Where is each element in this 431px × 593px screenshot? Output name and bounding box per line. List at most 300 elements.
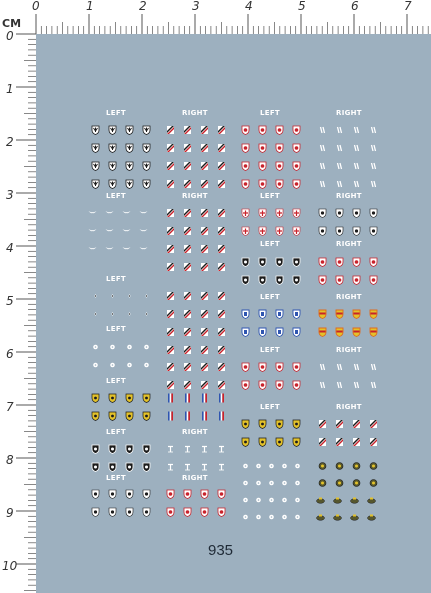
decal-vflag xyxy=(217,408,224,417)
label-left-c3-5: LEFT xyxy=(260,346,280,354)
decal-stripe xyxy=(369,416,376,425)
decal-numeral xyxy=(352,359,359,368)
decal-stripe xyxy=(200,122,207,131)
decal-numeral xyxy=(369,377,376,386)
decal-stripe xyxy=(217,259,224,268)
decal-numeral xyxy=(318,359,325,368)
decal-olive xyxy=(352,475,359,484)
decal-stripe xyxy=(318,434,325,443)
ruler-left-label-10: 10 xyxy=(2,559,18,573)
decal-whitedot xyxy=(280,475,287,484)
decal-shield-black xyxy=(142,459,149,468)
decal-whitedot xyxy=(267,492,274,501)
decal-shield-blue xyxy=(241,324,248,333)
decal-shield-blue xyxy=(275,324,282,333)
decal-tiny-cross xyxy=(200,459,207,468)
ruler-left-label-5: 5 xyxy=(6,294,14,308)
decal-stripe xyxy=(166,288,173,297)
decal-whitedot xyxy=(254,475,261,484)
decal-tiny xyxy=(108,306,115,315)
decal-shield-black xyxy=(91,459,98,468)
decal-shield-eagle xyxy=(91,140,98,149)
decal-shield-red xyxy=(258,140,265,149)
decal-shield-red xyxy=(292,158,299,167)
decal-tank xyxy=(367,492,374,501)
ruler-top-label-2: 2 xyxy=(139,0,147,13)
decal-numeral xyxy=(369,176,376,185)
decal-stripe xyxy=(318,416,325,425)
decal-numeral xyxy=(352,158,359,167)
decal-shield-yellow xyxy=(91,408,98,417)
decal-shield-red xyxy=(275,158,282,167)
decal-stripe xyxy=(217,158,224,167)
decal-whitedot xyxy=(267,458,274,467)
decal-stripe xyxy=(166,140,173,149)
decal-tank xyxy=(350,492,357,501)
decal-whitedot xyxy=(91,339,98,348)
decal-stripe xyxy=(217,342,224,351)
decal-shield-yellow xyxy=(125,390,132,399)
decal-shield-red xyxy=(369,272,376,281)
decal-shield-red xyxy=(352,254,359,263)
decal-shield-eagle xyxy=(142,176,149,185)
decal-shield-eagle xyxy=(142,158,149,167)
decal-shield-white xyxy=(369,223,376,232)
decal-shield-eagle xyxy=(108,176,115,185)
decal-tiny xyxy=(108,288,115,297)
decal-shield-eagle xyxy=(91,158,98,167)
decal-numeral xyxy=(352,140,359,149)
decal-stripe xyxy=(217,288,224,297)
decal-whitedot xyxy=(280,492,287,501)
decal-wing xyxy=(139,205,146,214)
decal-shield-red xyxy=(258,158,265,167)
decal-shield-eagle xyxy=(142,140,149,149)
ruler-left-label-6: 6 xyxy=(6,347,14,361)
decal-shield-white xyxy=(369,205,376,214)
decal-numeral xyxy=(369,158,376,167)
decal-shield-red xyxy=(275,377,282,386)
decal-shield-black xyxy=(91,441,98,450)
decal-wing xyxy=(122,223,129,232)
label-left-c3-2: LEFT xyxy=(260,192,280,200)
decal-stripe xyxy=(200,205,207,214)
decal-tank xyxy=(367,509,374,518)
decal-shield-yellow xyxy=(91,390,98,399)
decal-shield-white xyxy=(142,504,149,513)
decal-shield-eagle xyxy=(125,158,132,167)
decal-whitedot xyxy=(254,509,261,518)
decal-whitedot xyxy=(254,492,261,501)
label-left-c1-5: LEFT xyxy=(106,377,126,385)
decal-whitedot xyxy=(293,458,300,467)
decal-sheet xyxy=(36,34,431,593)
decal-shield-white xyxy=(91,486,98,495)
ruler-left-label-2: 2 xyxy=(6,135,14,149)
decal-stripe xyxy=(166,176,173,185)
ruler-left-label-9: 9 xyxy=(6,506,14,520)
decal-cross-white xyxy=(241,223,248,232)
decal-shield-blue xyxy=(292,306,299,315)
decal-whitedot xyxy=(91,357,98,366)
label-right-c2-3: RIGHT xyxy=(182,428,208,436)
decal-numeral xyxy=(335,176,342,185)
decal-shield-black xyxy=(292,254,299,263)
decal-numeral xyxy=(335,359,342,368)
decal-shield-yellow xyxy=(142,390,149,399)
decal-shield-yellow xyxy=(258,416,265,425)
ruler-top-label-4: 4 xyxy=(245,0,253,13)
decal-shield-white xyxy=(352,205,359,214)
decal-shield-red xyxy=(292,377,299,386)
decal-shield-red xyxy=(241,359,248,368)
decal-shield-white xyxy=(91,504,98,513)
decal-cross-white xyxy=(258,223,265,232)
decal-wing xyxy=(105,241,112,250)
decal-tiny-cross xyxy=(217,441,224,450)
decal-shield-yellow xyxy=(292,416,299,425)
ruler-top xyxy=(0,0,431,34)
decal-stripe xyxy=(183,140,190,149)
decal-olive xyxy=(335,475,342,484)
decal-vflag xyxy=(183,408,190,417)
decal-stripe xyxy=(200,306,207,315)
label-right-c4-5: RIGHT xyxy=(336,346,362,354)
decal-stripe xyxy=(217,122,224,131)
decal-stripe xyxy=(183,176,190,185)
decal-stripe xyxy=(183,288,190,297)
label-left-c1-1: LEFT xyxy=(106,109,126,117)
decal-cross-white xyxy=(241,205,248,214)
decal-shield-red xyxy=(183,504,190,513)
decal-stripe xyxy=(352,416,359,425)
decal-stripe xyxy=(166,306,173,315)
label-right-c2-1: RIGHT xyxy=(182,109,208,117)
decal-stripe xyxy=(217,140,224,149)
ruler-top-label-6: 6 xyxy=(351,0,359,13)
decal-tiny xyxy=(91,288,98,297)
decal-shield-red xyxy=(258,377,265,386)
decal-shield-red xyxy=(275,359,282,368)
decal-shield-black xyxy=(125,459,132,468)
decal-shield-red xyxy=(292,122,299,131)
decal-stripe xyxy=(200,158,207,167)
decal-whitedot xyxy=(125,357,132,366)
decal-tiny xyxy=(125,288,132,297)
decal-shield-red xyxy=(241,122,248,131)
decal-shield-black xyxy=(142,441,149,450)
decal-stripe xyxy=(183,205,190,214)
decal-shield-black xyxy=(108,459,115,468)
decal-whitedot xyxy=(280,509,287,518)
decal-numeral xyxy=(352,377,359,386)
decal-shield-white xyxy=(125,504,132,513)
decal-shield-eagle xyxy=(108,140,115,149)
decal-whitedot xyxy=(293,475,300,484)
decal-shield-red xyxy=(200,504,207,513)
decal-vflag xyxy=(200,390,207,399)
decal-shield-black xyxy=(275,272,282,281)
decal-stripe xyxy=(200,288,207,297)
decal-numeral xyxy=(369,122,376,131)
label-right-c4-6: RIGHT xyxy=(336,403,362,411)
decal-cross-white xyxy=(292,223,299,232)
decal-stripe xyxy=(217,176,224,185)
decal-numeral xyxy=(335,377,342,386)
decal-stripe xyxy=(217,223,224,232)
decal-tiny-cross xyxy=(183,459,190,468)
decal-shield-red xyxy=(258,176,265,185)
decal-shield-orange xyxy=(318,306,325,315)
decal-shield-red xyxy=(183,486,190,495)
decal-stripe xyxy=(369,434,376,443)
decal-shield-white xyxy=(318,223,325,232)
decal-shield-red xyxy=(369,254,376,263)
decal-numeral xyxy=(369,140,376,149)
label-left-c1-2: LEFT xyxy=(106,192,126,200)
ruler-left-label-1: 1 xyxy=(6,82,14,96)
decal-whitedot xyxy=(241,458,248,467)
decal-stripe xyxy=(166,377,173,386)
decal-olive xyxy=(335,458,342,467)
decal-shield-red xyxy=(275,176,282,185)
decal-wing xyxy=(122,241,129,250)
decal-tiny xyxy=(142,306,149,315)
decal-whitedot xyxy=(241,492,248,501)
label-left-c1-4: LEFT xyxy=(106,325,126,333)
decal-shield-yellow xyxy=(142,408,149,417)
decal-stripe xyxy=(166,259,173,268)
decal-whitedot xyxy=(293,492,300,501)
decal-vflag xyxy=(166,408,173,417)
decal-shield-white xyxy=(352,223,359,232)
decal-shield-red xyxy=(241,140,248,149)
decal-tank xyxy=(316,509,323,518)
decal-shield-red xyxy=(241,176,248,185)
decal-stripe xyxy=(166,205,173,214)
decal-shield-red xyxy=(275,122,282,131)
decal-vflag xyxy=(217,390,224,399)
decal-shield-yellow xyxy=(275,434,282,443)
sheet-number: 935 xyxy=(208,542,234,559)
decal-shield-yellow xyxy=(275,416,282,425)
decal-whitedot xyxy=(241,509,248,518)
decal-whitedot xyxy=(125,339,132,348)
decal-stripe xyxy=(217,377,224,386)
decal-numeral xyxy=(352,176,359,185)
decal-stripe xyxy=(183,158,190,167)
decal-shield-blue xyxy=(258,324,265,333)
decal-shield-yellow xyxy=(108,390,115,399)
label-right-c2-2: RIGHT xyxy=(182,192,208,200)
decal-stripe xyxy=(200,377,207,386)
decal-numeral xyxy=(335,158,342,167)
decal-stripe xyxy=(183,342,190,351)
decal-stripe xyxy=(200,259,207,268)
decal-stripe xyxy=(352,434,359,443)
decal-shield-white xyxy=(335,205,342,214)
decal-stripe xyxy=(166,241,173,250)
decal-shield-red xyxy=(292,140,299,149)
decal-shield-red xyxy=(318,272,325,281)
decal-shield-red xyxy=(241,377,248,386)
decal-shield-blue xyxy=(292,324,299,333)
decal-numeral xyxy=(369,359,376,368)
decal-shield-red xyxy=(275,140,282,149)
decal-shield-yellow xyxy=(125,408,132,417)
ruler-top-label-3: 3 xyxy=(192,0,200,13)
decal-whitedot xyxy=(142,339,149,348)
label-left-c1-6: LEFT xyxy=(106,428,126,436)
label-left-c1-3: LEFT xyxy=(106,275,126,283)
ruler-left-label-4: 4 xyxy=(6,241,14,255)
decal-stripe xyxy=(166,342,173,351)
decal-tiny xyxy=(91,306,98,315)
decal-olive xyxy=(318,458,325,467)
decal-shield-black xyxy=(275,254,282,263)
decal-shield-orange xyxy=(369,306,376,315)
decal-shield-red xyxy=(217,486,224,495)
decal-vflag xyxy=(183,390,190,399)
decal-shield-yellow xyxy=(258,434,265,443)
label-right-c4-2: RIGHT xyxy=(336,192,362,200)
decal-stripe xyxy=(335,416,342,425)
decal-shield-red xyxy=(292,359,299,368)
decal-cross-white xyxy=(292,205,299,214)
decal-tank xyxy=(350,509,357,518)
decal-stripe xyxy=(166,324,173,333)
label-left-c3-4: LEFT xyxy=(260,293,280,301)
decal-whitedot xyxy=(267,475,274,484)
decal-shield-white xyxy=(125,486,132,495)
decal-shield-red xyxy=(258,359,265,368)
decal-stripe xyxy=(183,241,190,250)
ruler-unit-label: CM xyxy=(2,17,22,30)
ruler-left-label-0: 0 xyxy=(6,29,14,43)
decal-shield-black xyxy=(241,254,248,263)
decal-shield-black xyxy=(292,272,299,281)
decal-wing xyxy=(122,205,129,214)
decal-numeral xyxy=(318,140,325,149)
decal-stripe xyxy=(217,205,224,214)
decal-tiny xyxy=(142,288,149,297)
decal-whitedot xyxy=(280,458,287,467)
decal-shield-black xyxy=(258,254,265,263)
decal-cross-white xyxy=(258,205,265,214)
decal-shield-red xyxy=(335,254,342,263)
decal-stripe xyxy=(200,140,207,149)
decal-stripe xyxy=(183,122,190,131)
decal-shield-red xyxy=(166,504,173,513)
decal-stripe xyxy=(166,359,173,368)
decal-stripe xyxy=(166,158,173,167)
ruler-left-label-3: 3 xyxy=(6,188,14,202)
decal-shield-eagle xyxy=(108,158,115,167)
decal-wing xyxy=(88,223,95,232)
decal-stripe xyxy=(217,359,224,368)
decal-whitedot xyxy=(142,357,149,366)
ruler-top-label-5: 5 xyxy=(298,0,306,13)
decal-stripe xyxy=(183,359,190,368)
decal-shield-white xyxy=(318,205,325,214)
decal-shield-red xyxy=(258,122,265,131)
decal-wing xyxy=(88,205,95,214)
decal-whitedot xyxy=(241,475,248,484)
decal-stripe xyxy=(200,359,207,368)
decal-stripe xyxy=(200,324,207,333)
decal-shield-white xyxy=(108,504,115,513)
decal-cross-white xyxy=(275,223,282,232)
decal-numeral xyxy=(318,176,325,185)
decal-tank xyxy=(333,492,340,501)
decal-shield-white xyxy=(108,486,115,495)
label-left-c3-1: LEFT xyxy=(260,109,280,117)
ruler-top-label-1: 1 xyxy=(86,0,94,13)
decal-shield-red xyxy=(335,272,342,281)
decal-shield-black xyxy=(258,272,265,281)
decal-tank xyxy=(333,509,340,518)
decal-shield-eagle xyxy=(125,122,132,131)
decal-tiny-cross xyxy=(183,441,190,450)
decal-shield-orange xyxy=(369,324,376,333)
decal-stripe xyxy=(183,223,190,232)
decal-shield-yellow xyxy=(292,434,299,443)
decal-shield-orange xyxy=(335,306,342,315)
decal-wing xyxy=(139,241,146,250)
decal-olive xyxy=(369,458,376,467)
label-right-c4-3: RIGHT xyxy=(336,240,362,248)
decal-tiny-cross xyxy=(166,441,173,450)
decal-shield-eagle xyxy=(108,122,115,131)
decal-shield-red xyxy=(166,486,173,495)
decal-shield-orange xyxy=(335,324,342,333)
label-left-c1-7: LEFT xyxy=(106,474,126,482)
ruler-top-label-7: 7 xyxy=(404,0,412,13)
decal-shield-yellow xyxy=(108,408,115,417)
decal-stripe xyxy=(183,259,190,268)
label-left-c3-3: LEFT xyxy=(260,240,280,248)
decal-whitedot xyxy=(108,357,115,366)
decal-shield-black xyxy=(125,441,132,450)
decal-tank xyxy=(316,492,323,501)
decal-vflag xyxy=(200,408,207,417)
decal-wing xyxy=(139,223,146,232)
decal-stripe xyxy=(200,223,207,232)
decal-shield-black xyxy=(108,441,115,450)
decal-shield-red xyxy=(200,486,207,495)
decal-stripe xyxy=(217,241,224,250)
decal-shield-black xyxy=(241,272,248,281)
decal-tiny-cross xyxy=(200,441,207,450)
decal-numeral xyxy=(335,140,342,149)
decal-wing xyxy=(88,241,95,250)
decal-olive xyxy=(352,458,359,467)
decal-stripe xyxy=(183,377,190,386)
decal-shield-eagle xyxy=(91,122,98,131)
decal-shield-orange xyxy=(352,306,359,315)
decal-stripe xyxy=(217,306,224,315)
decal-whitedot xyxy=(108,339,115,348)
decal-shield-red xyxy=(292,176,299,185)
decal-tiny-cross xyxy=(166,459,173,468)
decal-numeral xyxy=(318,377,325,386)
decal-wing xyxy=(105,223,112,232)
decal-tiny-cross xyxy=(217,459,224,468)
decal-stripe xyxy=(217,324,224,333)
decal-numeral xyxy=(352,122,359,131)
decal-shield-orange xyxy=(352,324,359,333)
decal-numeral xyxy=(335,122,342,131)
